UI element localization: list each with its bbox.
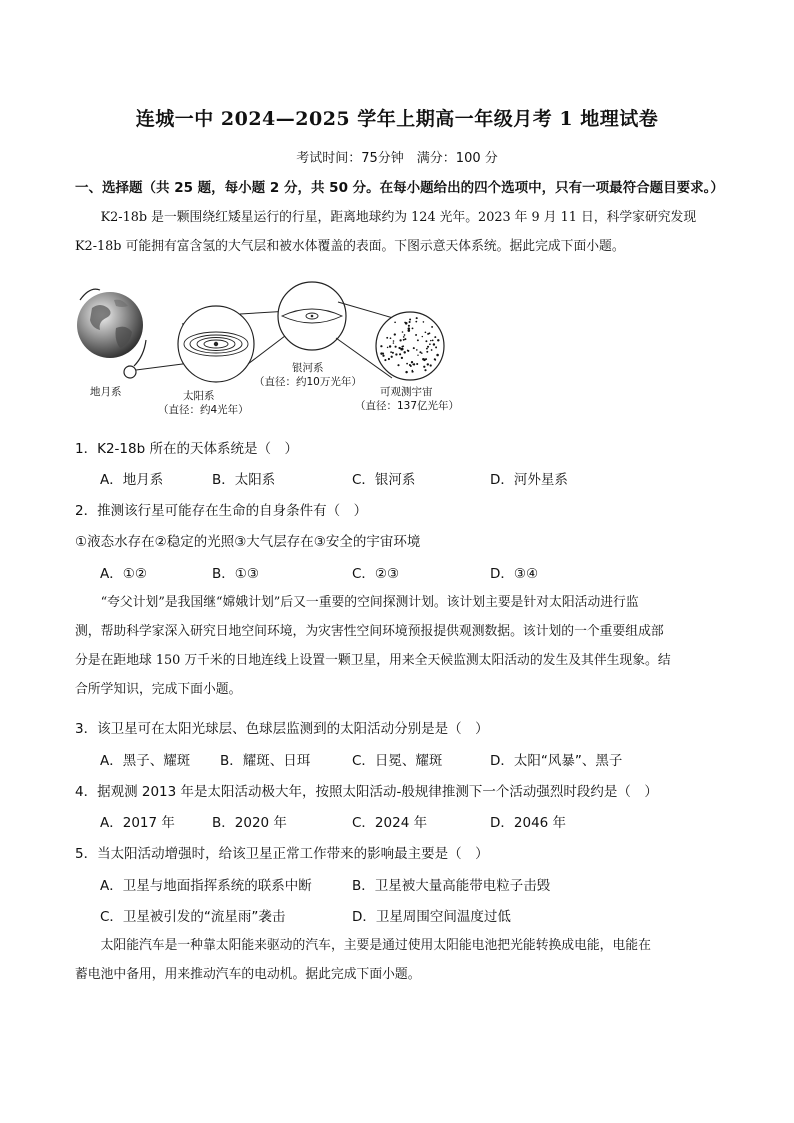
galaxy-dot bbox=[393, 342, 394, 343]
galaxy-dot bbox=[428, 332, 430, 334]
galaxy-dot bbox=[437, 339, 439, 341]
galaxy-dot bbox=[397, 364, 399, 366]
galaxy-dot bbox=[432, 340, 434, 342]
galaxy-dot bbox=[422, 358, 424, 360]
moon-icon bbox=[124, 366, 136, 378]
solar-system-icon bbox=[178, 306, 254, 382]
galaxy-dot bbox=[417, 339, 419, 341]
galaxy-dot bbox=[412, 327, 414, 329]
galaxy-dot bbox=[387, 347, 389, 349]
passage-line: 分是在距地球 150 万千米的日地连线上设置一颗卫星，用来全天候监测太阳活动的发生及其伴生现象。结 bbox=[75, 653, 671, 668]
option-c[interactable]: C．2024 年 bbox=[352, 815, 428, 831]
galaxy-dot bbox=[399, 339, 401, 341]
galaxy-dot bbox=[389, 345, 391, 347]
galaxy-dot bbox=[392, 352, 394, 354]
galaxy-dot bbox=[407, 350, 408, 351]
option-b[interactable]: B．2020 年 bbox=[212, 815, 287, 831]
option-a[interactable]: A．黑子、耀斑 bbox=[100, 753, 191, 769]
galaxy-dot bbox=[404, 338, 406, 340]
option-b[interactable]: B．耀斑、日珥 bbox=[220, 753, 311, 769]
galaxy-dot bbox=[380, 345, 382, 347]
galaxy-dot bbox=[399, 353, 401, 355]
galaxy-dot bbox=[421, 352, 423, 354]
exam-info: 考试时间：75分钟 满分：100 分 bbox=[296, 151, 498, 166]
galaxy-dot bbox=[409, 364, 411, 366]
option-a[interactable]: A．①② bbox=[100, 566, 147, 582]
galaxy-dot bbox=[426, 348, 428, 350]
galaxy-dot bbox=[415, 334, 417, 336]
option-d[interactable]: D．2046 年 bbox=[490, 815, 567, 831]
passage-solar-car bbox=[75, 931, 721, 989]
option-b[interactable]: B．太阳系 bbox=[212, 472, 276, 488]
galaxy-dot bbox=[393, 340, 395, 342]
galaxy-dot bbox=[434, 344, 436, 346]
question-1-stem: 1．K2-18b 所在的天体系统是（ ） bbox=[75, 441, 298, 457]
passage-k2-18b bbox=[75, 203, 721, 261]
galaxy-dot bbox=[431, 349, 433, 351]
galaxy-dot bbox=[398, 347, 400, 349]
galaxy-dot bbox=[413, 347, 415, 349]
passage-line: K2-18b 是一颗围绕红矮星运行的行星，距离地球约为 124 光年。2023 年 9 月 11 日，科学家研究发现 bbox=[100, 210, 697, 225]
galaxy-dot bbox=[405, 371, 407, 373]
galaxy-dot bbox=[427, 363, 429, 365]
galaxy-icon bbox=[278, 282, 346, 350]
galaxy-dot bbox=[431, 326, 433, 328]
option-b[interactable]: B．卫星被大量高能带电粒子击毁 bbox=[352, 878, 551, 894]
galaxy-dot bbox=[405, 322, 408, 325]
passage-line: “夸父计划”是我国继“嫦娥计划”后又一重要的空间探测计划。该计划主要是针对太阳活动进行监 bbox=[100, 595, 639, 610]
galaxy-dot bbox=[380, 352, 382, 354]
section-heading: 一、选择题（共 25 题，每小题 2 分，共 50 分。在每小题给出的四个选项中，只有一项最符合题目要求。） bbox=[75, 180, 724, 196]
label-galaxy: 银河系 bbox=[292, 362, 324, 374]
galaxy-dot bbox=[415, 321, 417, 323]
option-d[interactable]: D．③④ bbox=[490, 566, 539, 582]
option-d[interactable]: D．卫星周围空间温度过低 bbox=[352, 909, 511, 925]
galaxy-dot bbox=[430, 340, 431, 341]
galaxy-dot bbox=[427, 346, 429, 348]
galaxy-dot bbox=[416, 349, 418, 351]
option-b[interactable]: B．①③ bbox=[212, 566, 259, 582]
label-galaxy-diameter: （直径：约10万光年） bbox=[254, 376, 362, 388]
galaxy-dot bbox=[434, 359, 436, 361]
galaxy-dot bbox=[403, 339, 405, 341]
passage-line: 测，帮助科学家深入研究日地空间环境，为灾害性空间环境预报提供观测数据。该计划的一个重要组成部 bbox=[75, 624, 664, 639]
galaxy-dot bbox=[408, 327, 411, 330]
option-d[interactable]: D．太阳“风暴”、黑子 bbox=[490, 753, 623, 769]
label-universe-diameter: （直径：137亿光年） bbox=[355, 400, 460, 412]
option-c[interactable]: C．日冕、耀斑 bbox=[352, 753, 443, 769]
passage-kuafu-plan bbox=[75, 588, 721, 704]
label-solar-diameter: （直径：约4光年） bbox=[158, 404, 249, 416]
galaxy-dot bbox=[422, 336, 423, 337]
question-4-stem: 4．据观测 2013 年是太阳活动极大年，按照太阳活动-般规律推测下一个活动强烈时段约是（ ） bbox=[75, 784, 658, 800]
galaxy-dot bbox=[412, 364, 413, 365]
galaxy-dot bbox=[416, 363, 418, 365]
galaxy-dot bbox=[384, 359, 386, 361]
galaxy-dot bbox=[394, 333, 396, 335]
galaxy-dot bbox=[406, 363, 408, 365]
question-3-stem: 3．该卫星可在太阳光球层、色球层监测到的太阳活动分别是是（ ） bbox=[75, 721, 489, 737]
galaxy-dot bbox=[386, 337, 388, 339]
galaxy-dot bbox=[423, 321, 425, 323]
galaxy-dot bbox=[425, 331, 427, 333]
galaxy-dot bbox=[412, 371, 414, 373]
galaxy-dot bbox=[425, 358, 427, 360]
galaxy-dot bbox=[390, 337, 392, 339]
galaxy-dot bbox=[429, 343, 431, 345]
galaxy-dot bbox=[401, 357, 403, 359]
question-2-stem: 2．推测该行星可能存在生命的自身条件有（ ） bbox=[75, 503, 368, 519]
question-5-stem: 5．当太阳活动增强时，给该卫星正常工作带来的影响最主要是（ ） bbox=[75, 846, 489, 862]
galaxy-dot bbox=[395, 346, 397, 348]
galaxy-dot bbox=[423, 366, 425, 368]
option-c[interactable]: C．②③ bbox=[352, 566, 400, 582]
celestial-systems-figure bbox=[70, 278, 470, 418]
galaxy-dot bbox=[404, 334, 406, 336]
galaxy-dot bbox=[403, 336, 405, 338]
galaxy-dot bbox=[408, 325, 410, 327]
option-a[interactable]: A．卫星与地面指挥系统的联系中断 bbox=[100, 878, 312, 894]
galaxy-dot bbox=[382, 355, 384, 357]
passage-line: 太阳能汽车是一种靠太阳能来驱动的汽车，主要是通过使用太阳能电池把光能转换成电能，电能在 bbox=[100, 938, 651, 953]
page-title: 连城一中 2024—2025 学年上期高一年级月考 1 地理试卷 bbox=[135, 108, 659, 130]
passage-line: K2-18b 可能拥有富含氢的大气层和被水体覆盖的表面。下图示意天体系统。据此完成下面小题。 bbox=[75, 239, 625, 254]
galaxy-dot bbox=[402, 331, 404, 333]
galaxy-dot bbox=[416, 317, 418, 319]
galaxy-dot bbox=[395, 353, 397, 355]
label-observable-universe: 可观测宇宙 bbox=[380, 386, 433, 398]
galaxy-dot bbox=[409, 319, 411, 321]
galaxy-dot bbox=[409, 321, 411, 323]
option-a[interactable]: A．地月系 bbox=[100, 472, 164, 488]
passage-line: 合所学知识，完成下面小题。 bbox=[75, 682, 242, 697]
galaxy-dot bbox=[436, 354, 439, 357]
galaxy-dot bbox=[388, 358, 390, 360]
galaxy-dot bbox=[394, 321, 396, 323]
label-earth-moon: 地月系 bbox=[90, 386, 122, 398]
galaxy-dot bbox=[435, 346, 437, 348]
galaxy-dot bbox=[426, 351, 428, 353]
galaxy-dot bbox=[430, 364, 432, 366]
question-2-conditions: ①液态水存在②稳定的光照③大气层存在③安全的宇宙环境 bbox=[75, 534, 421, 550]
option-c[interactable]: C．卫星被引发的“流星雨”袭击 bbox=[100, 909, 286, 925]
galaxy-dot bbox=[411, 361, 413, 363]
galaxy-dot bbox=[401, 348, 404, 351]
label-solar-system: 太阳系 bbox=[183, 390, 215, 402]
passage-line: 蓄电池中备用，用来推动汽车的电动机。据此完成下面小题。 bbox=[75, 967, 421, 982]
galaxy-dot bbox=[417, 355, 418, 356]
earth-icon bbox=[77, 292, 143, 358]
galaxy-dot bbox=[390, 351, 392, 353]
galaxy-dot bbox=[424, 369, 426, 371]
option-d[interactable]: D．河外星系 bbox=[490, 472, 568, 488]
galaxy-dot bbox=[425, 340, 427, 342]
galaxy-dot bbox=[434, 336, 436, 338]
galaxy-dot bbox=[403, 351, 405, 353]
galaxy-dot bbox=[391, 356, 393, 358]
galaxy-dot bbox=[401, 346, 403, 348]
option-c[interactable]: C．银河系 bbox=[352, 472, 416, 488]
option-a[interactable]: A．2017 年 bbox=[100, 815, 175, 831]
